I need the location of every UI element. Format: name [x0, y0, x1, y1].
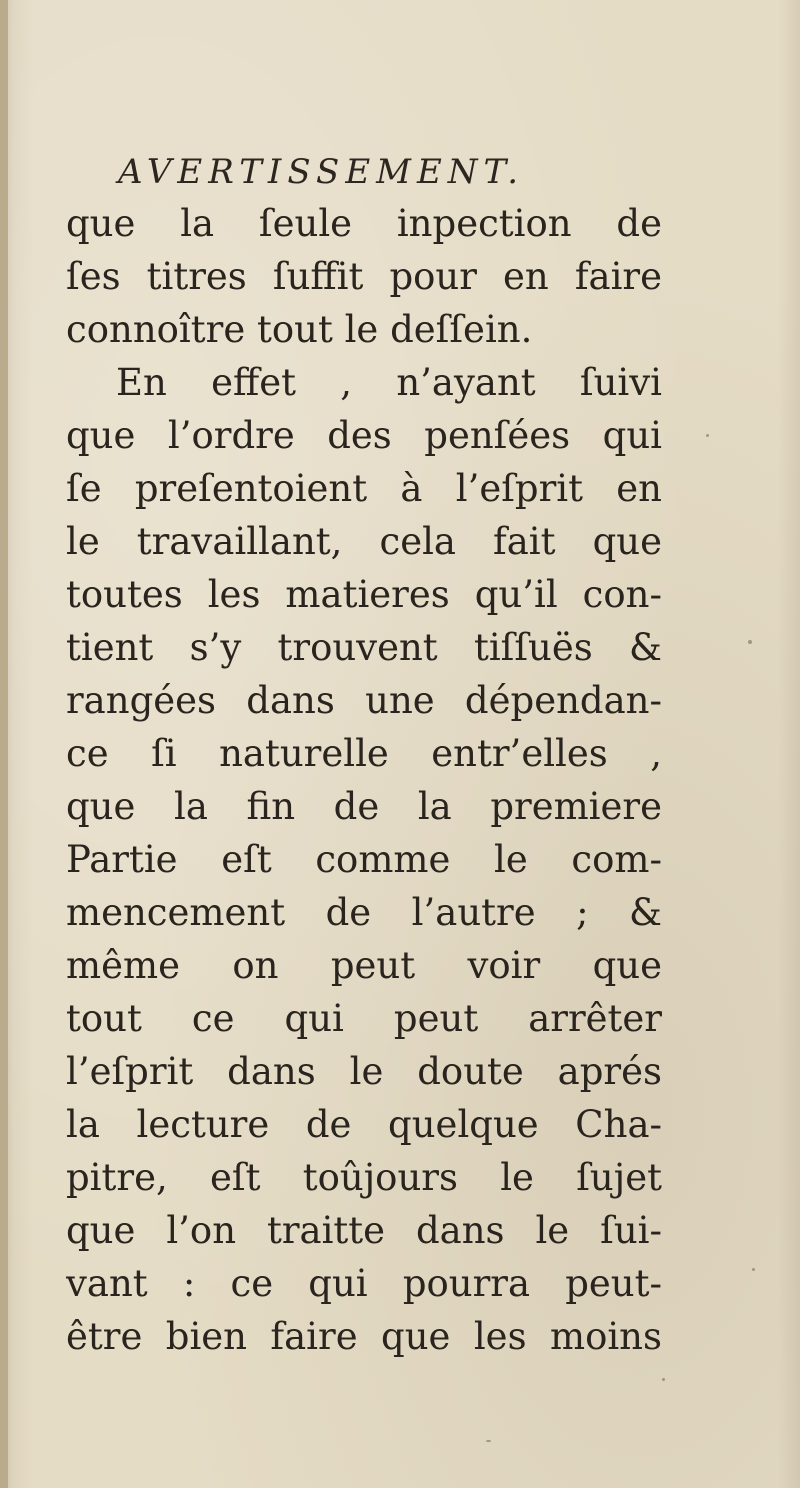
paragraph-start-line: En effet , n’ayant ſuivi	[116, 361, 662, 404]
text-line: ſes titres ſuffit pour en faire	[66, 255, 662, 298]
text-line: la lecture de quelque Cha-	[66, 1103, 662, 1146]
text-line: connoître tout le deſſein.	[66, 308, 533, 351]
text-line: être bien faire que les moins	[66, 1315, 662, 1358]
body-text	[66, 197, 662, 1363]
text-line: même on peut voir que	[66, 944, 662, 987]
text-line: que l’on traitte dans le ſui-	[66, 1209, 662, 1252]
text-line: vant : ce qui pourra peut-	[66, 1262, 662, 1305]
text-line: ce ſi naturelle entr’elles ,	[66, 732, 662, 775]
page-spine-edge	[0, 0, 8, 1488]
text-line: le travaillant, cela fait que	[66, 520, 662, 563]
text-line: l’eſprit dans le doute aprés	[66, 1050, 662, 1093]
text-line: que l’ordre des penſées qui	[66, 414, 662, 457]
running-head: AVERTISSEMENT.	[118, 152, 525, 192]
paper-speck	[748, 640, 752, 644]
text-line: ſe preſentoient à l’eſprit en	[66, 467, 662, 510]
paper-speck	[486, 1440, 491, 1442]
text-line: que la ſeule inpection de	[66, 202, 662, 245]
text-line: que la fin de la premiere	[66, 785, 662, 828]
text-line: toutes les matieres qu’il con-	[66, 573, 662, 616]
paper-speck	[662, 1378, 665, 1381]
text-line: pitre, eſt toûjours le ſujet	[66, 1156, 662, 1199]
paper-speck	[752, 1268, 755, 1271]
paper-speck	[706, 434, 709, 437]
text-line: rangées dans une dépendan-	[66, 679, 662, 722]
text-line: tout ce qui peut arrêter	[66, 997, 662, 1040]
text-line: tient s’y trouvent tiſſuës &	[66, 626, 662, 669]
text-line: mencement de l’autre ; &	[66, 891, 662, 934]
text-line: Partie eſt comme le com-	[66, 838, 662, 881]
